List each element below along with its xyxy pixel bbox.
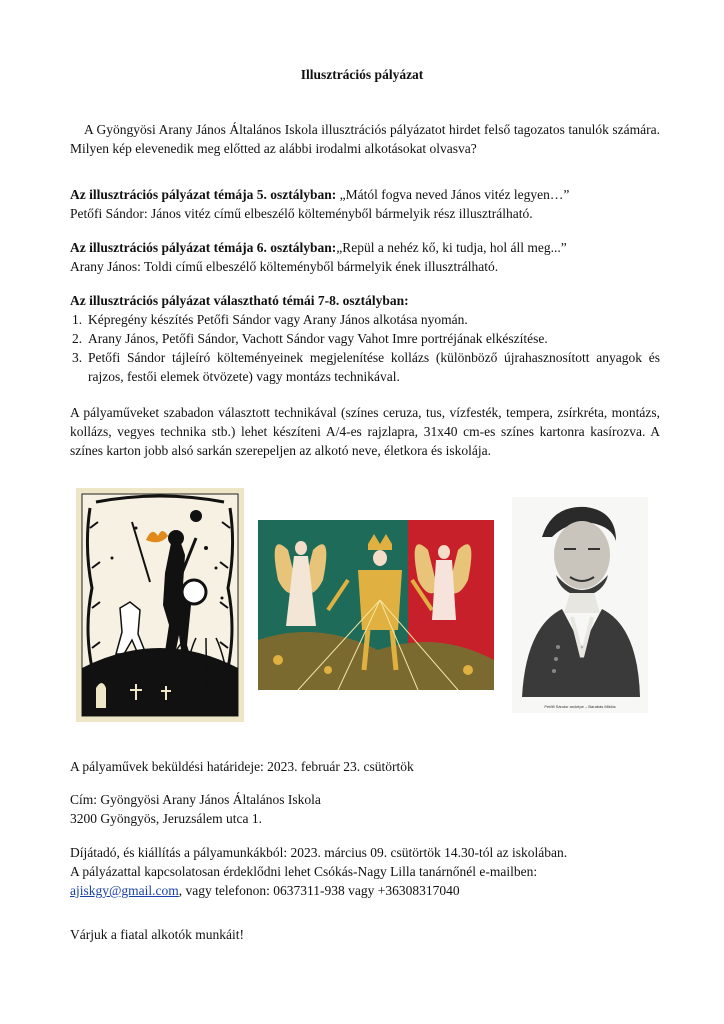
grade6-block [70, 238, 660, 276]
phone-text: , vagy telefonon: 0637311-938 vagy +36308317040 [178, 883, 460, 898]
grade5-label: Az illusztrációs pályázat témája 5. osztályban: [70, 187, 337, 202]
grade5-heading [70, 185, 660, 204]
intro-paragraph: A Gyöngyösi Arany János Általános Iskola illusztrációs pályázatot hirdet felső tagozatos tanulók számára. Milyen kép elevenedik meg előtted az alábbi irodalmi alkotásokat olvasva? [70, 122, 660, 156]
award-line: Díjátadó, és kiállítás a pályamunkákból: 2023. március 09. csütörtök 14.30-tól az iskolában. [70, 845, 568, 860]
grade6-heading [70, 238, 660, 257]
grade78-list [70, 310, 660, 386]
portrait-caption: Petőfi Sándor arcképe – Barabás Miklós [544, 704, 616, 709]
email-phone-line [70, 881, 660, 900]
grade78-label: Az illusztrációs pályázat választható témái 7-8. osztályban: [70, 293, 409, 308]
address-line-1: Cím: Gyöngyösi Arany János Általános Iskola [70, 792, 321, 807]
portrait-image [512, 497, 648, 713]
janos-vitez-illustration [76, 488, 244, 722]
grade6-text: Arany János: Toldi című elbeszélő költeményből bármelyik ének illusztrálható. [70, 259, 499, 274]
grade5-block [70, 185, 660, 223]
award-contact-block [70, 843, 660, 900]
grade6-quote: „Repül a nehéz kő, ki tudja, hol áll meg...” [336, 240, 567, 255]
grade5-text: Petőfi Sándor: János vitéz című elbeszélő költeményből bármelyik rész illusztrálható. [70, 206, 533, 221]
technique-paragraph: A pályaműveket szabadon választott technikával (színes ceruza, tus, vízfesték, tempera, zsírkréta, montázs, kollázs, vegyes technika stb.) lehet készíteni A/4-es rajzlapra, 31x40 cm-es színes kartonra kasírozva. A színes karton jobb alsó sarkán szerepeljen az alkotó neve, életkora és iskolája. [70, 405, 660, 458]
portrait-illustration [512, 497, 648, 713]
fairy-image [258, 520, 494, 690]
fairy-painting-illustration [258, 520, 494, 690]
list-item: 2. Arany János, Petőfi Sándor, Vachott Sándor vagy Vahot Imre portréjának elkészítése. [72, 331, 548, 346]
list-item: 3. Petőfi Sándor tájleíró költeményeinek megjelenítése kollázs (különböző újrahasznosított anyagok és rajzos, festői elemek ötvözete) vagy montázs technikával. [72, 350, 660, 384]
page-title: Illusztrációs pályázat [300, 67, 424, 82]
grade5-quote: „Mától fogva neved János vitéz legyen…” [336, 187, 570, 202]
list-item: 1. Képregény készítés Petőfi Sándor vagy Arany János alkotása nyomán. [72, 312, 468, 327]
address-block [70, 790, 660, 828]
address-line-2: 3200 Gyöngyös, Jeruzsálem utca 1. [70, 811, 262, 826]
deadline-line: A pályaművek beküldési határideje: 2023. február 23. csütörtök [70, 759, 414, 774]
silhouette-image [76, 488, 244, 722]
closing-line: Várjuk a fiatal alkotók munkáit! [70, 927, 244, 942]
email-link[interactable]: ajiskgy@gmail.com [70, 883, 179, 898]
grade6-label: Az illusztrációs pályázat témája 6. osztályban: [70, 240, 337, 255]
grade78-block [70, 291, 660, 386]
contact-line: A pályázattal kapcsolatosan érdeklődni lehet Csókás-Nagy Lilla tanárnőnél e-mailben: [70, 864, 538, 879]
